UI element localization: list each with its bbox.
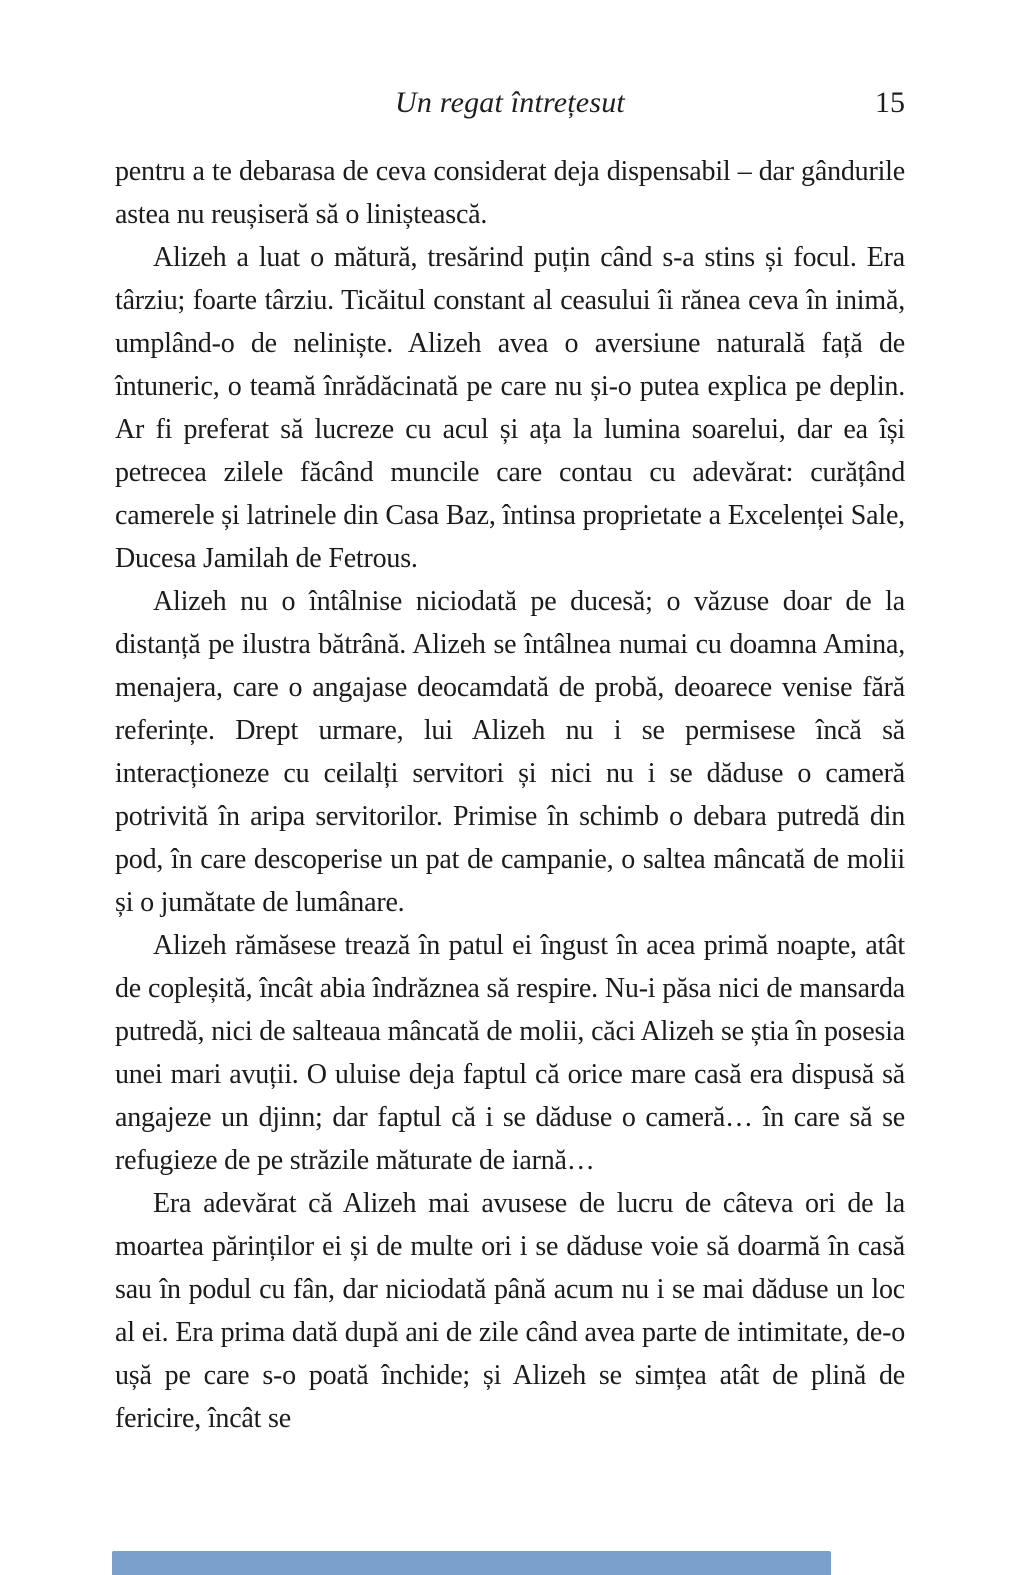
paragraph: Era adevărat că Alizeh mai avusese de lucru de câteva ori de la moartea părinților ei și de multe ori i se dăduse voie să doarmă în casă sau în podul cu fân, dar niciodată până acum nu i se mai dăduse un loc al ei. Era prima dată după ani de zile când avea parte de intimitate, de-o ușă pe care s-o poată închide; și Alizeh se simțea atât de plină de fericire, încât se	[115, 1188, 905, 1434]
paragraph: Alizeh nu o întâlnise niciodată pe ducesă; o văzuse doar de la distanță pe ilustra bătrână. Alizeh se întâlnea numai cu doamna Amina, menajera, care o angajase deocamdată de probă, deoarece venise fără referințe. Drept urmare, lui Alizeh nu i se permisese încă să interacționeze cu ceilalți servitori și nici nu i se dăduse o cameră potrivită în aripa servitorilor. Primise în schimb o debara putredă din pod, în care descoperise un pat de campanie, o saltea mâncată de molii și o jumătate de lumânare.	[115, 586, 905, 918]
text-column	[115, 0, 905, 1440]
highlight-bar	[112, 1551, 831, 1575]
page-number: 15	[875, 86, 905, 119]
paragraph: pentru a te debarasa de ceva considerat deja dispensabil – dar gândurile astea nu reușiseră să o liniștească.	[115, 156, 905, 230]
running-title: Un regat întrețesut	[395, 86, 625, 119]
paragraph: Alizeh rămăsese trează în patul ei îngust în acea primă noapte, atât de copleșită, încât abia îndrăznea să respire. Nu-i păsa nici de mansarda putredă, nici de salteaua mâncată de molii, căci Alizeh se știa în posesia unei mari avuții. O uluise deja faptul că orice mare casă era dispusă să angajeze un djinn; dar faptul că i se dăduse o cameră… în care să se refugieze de pe străzile măturate de iarnă…	[115, 930, 905, 1176]
text-block	[115, 150, 905, 1440]
running-head	[115, 86, 905, 126]
paragraph: Alizeh a luat o mătură, tresărind puțin când s-a stins și focul. Era târziu; foarte târziu. Ticăitul constant al ceasului îi rănea ceva în inimă, umplând-o de neliniște. Alizeh avea o aversiune naturală față de întuneric, o teamă înrădăcinată pe care nu și-o putea explica pe deplin. Ar fi preferat să lucreze cu acul și ața la lumina soarelui, dar ea își petrecea zilele făcând muncile care contau cu adevărat: curățând camerele și latrinele din Casa Baz, întinsa proprietate a Excelenței Sale, Ducesa Jamilah de Fetrous.	[115, 242, 905, 574]
